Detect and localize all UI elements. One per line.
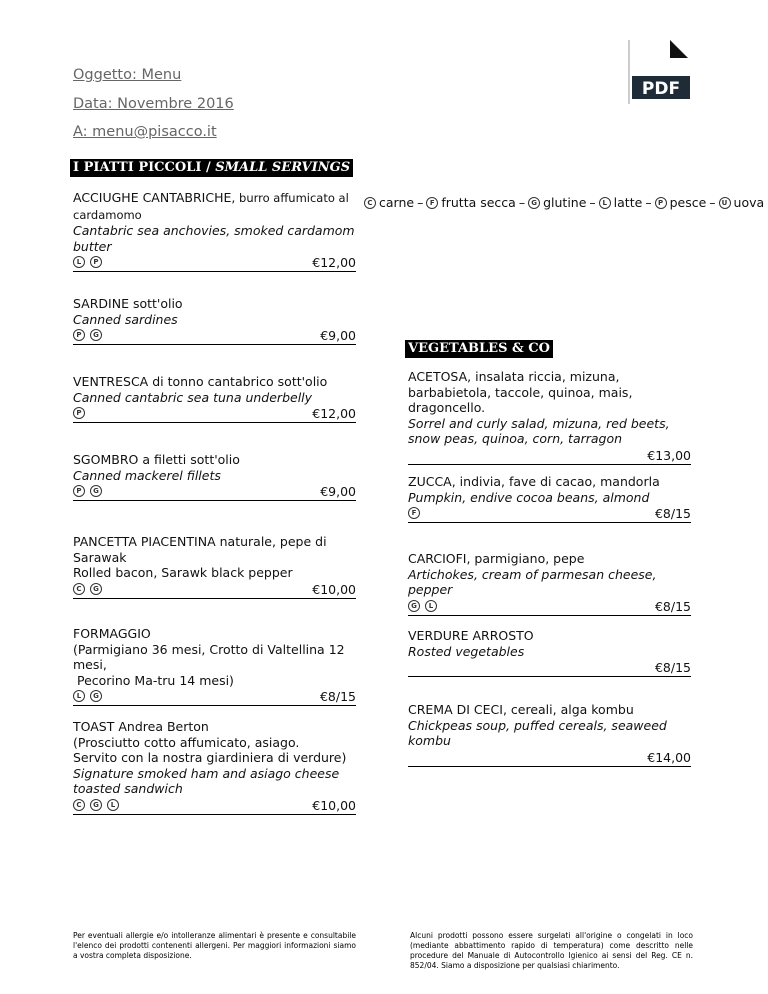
legend-text: glutine — [543, 195, 587, 210]
item-name: TOAST — [73, 719, 115, 734]
item-desc: di tonno cantabrico sott'olio — [148, 374, 328, 389]
legend-code-icon: C — [364, 197, 376, 209]
menu-item-crema-ceci — [408, 702, 691, 767]
item-price: €9,00 — [320, 328, 356, 343]
allergen-icon: G — [90, 583, 102, 595]
item-price-row — [408, 660, 691, 677]
legend-code-icon: P — [655, 197, 667, 209]
item-price-row — [408, 506, 691, 523]
menu-item-ventresca — [73, 374, 356, 423]
item-desc: sott'olio — [128, 296, 183, 311]
item-price-row — [73, 484, 356, 501]
allergen-icon: L — [425, 600, 437, 612]
email-recipient[interactable]: A: menu@pisacco.it — [73, 124, 217, 140]
allergen-icon: L — [73, 256, 85, 268]
email-date: Data: Novembre 2016 — [73, 96, 234, 112]
item-detail: Pecorino Ma-tru 14 mesi) — [73, 672, 234, 688]
pdf-icon[interactable] — [628, 40, 693, 104]
item-name: PANCETTA PIACENTINA — [73, 534, 216, 549]
item-name: CARCIOFI, — [408, 551, 471, 566]
item-price-row — [73, 328, 356, 345]
menu-item-acetosa — [408, 369, 691, 465]
menu-item-pancetta — [73, 534, 356, 599]
item-price-row — [73, 689, 356, 706]
allergen-icon: C — [73, 799, 85, 811]
allergen-legend: C carne – F frutta secca – G glutine – L latte – P pesce – U uova — [364, 195, 764, 210]
item-price: €13,00 — [647, 447, 691, 463]
item-english: Rolled bacon, Sarawk black pepper — [73, 565, 293, 580]
item-price-row — [73, 406, 356, 423]
menu-item-carciofi — [408, 551, 691, 616]
allergen-icon: P — [73, 407, 85, 419]
section-title: VEGETABLES & CO — [408, 341, 550, 356]
item-price: €8/15 — [319, 689, 356, 704]
legend-text: carne — [379, 195, 415, 210]
legend-code-icon: F — [426, 197, 438, 209]
item-price: €10,00 — [312, 581, 356, 597]
section-title-en: SMALL SERVINGS — [215, 160, 351, 175]
item-price: €8/15 — [654, 660, 691, 675]
item-price: €9,00 — [320, 484, 356, 499]
pdf-badge-label: PDF — [641, 79, 681, 99]
item-name: FORMAGGIO — [73, 626, 151, 641]
item-price: €8/15 — [654, 506, 691, 521]
item-desc: insalata riccia, mizuna, barbabietola, taccole, quinoa, mais, dragoncello. — [408, 369, 633, 415]
item-english: Canned cantabric sea tuna underbelly — [73, 389, 313, 405]
item-name: SARDINE — [73, 296, 129, 311]
item-english: Artichokes, cream of parmesan cheese, pepper — [408, 566, 657, 597]
legend-code-icon: U — [719, 197, 731, 209]
footer-allergy-note: Per eventuali allergie e/o intolleranze alimentari è presente e consultabile l'elenco dei prodotti contenenti allergeni. Per maggiori informazioni siamo a vostra completa disposizione. — [73, 931, 356, 960]
allergen-icon: G — [90, 799, 102, 811]
item-desc: indivia, fave di cacao, mandorla — [455, 474, 660, 489]
legend-text: frutta secca — [441, 195, 516, 210]
item-english: Canned sardines — [73, 311, 178, 327]
item-desc: a filetti sott'olio — [138, 452, 240, 467]
item-desc: parmigiano, pepe — [470, 551, 585, 566]
item-name: SGOMBRO — [73, 452, 139, 467]
item-english: Pumpkin, endive cocoa beans, almond — [408, 489, 650, 505]
item-name: VENTRESCA — [73, 374, 149, 389]
item-name: VERDURE ARROSTO — [408, 628, 534, 643]
item-detail: (Prosciutto cotto affumicato, asiago. — [73, 734, 300, 750]
legend-text: uova — [733, 195, 765, 210]
legend-code-icon: L — [599, 197, 611, 209]
item-price: €10,00 — [312, 797, 356, 813]
allergen-icon: L — [107, 799, 119, 811]
item-english: Cantabric sea anchovies, smoked cardamom butter — [73, 223, 355, 254]
item-desc: Andrea Berton — [114, 719, 209, 734]
legend-text: pesce — [669, 195, 707, 210]
item-price: €12,00 — [312, 255, 356, 270]
allergen-icon: F — [408, 507, 420, 519]
item-price-row — [73, 798, 356, 815]
menu-item-zucca — [408, 474, 691, 523]
item-english: Canned mackerel fillets — [73, 467, 221, 483]
menu-item-toast — [73, 719, 356, 815]
item-detail: (Parmigiano 36 mesi, Crotto di Valtellina 12 mesi, — [73, 641, 345, 672]
allergen-icon: L — [73, 690, 85, 702]
section-vegetables — [405, 340, 553, 358]
item-english: Chickpeas soup, puffed cereals, seaweed kombu — [408, 717, 667, 748]
item-detail: Servito con la nostra giardiniera di verdure) — [73, 750, 347, 765]
menu-item-acciughe — [73, 190, 356, 272]
item-name: ACCIUGHE CANTABRICHE, — [73, 190, 236, 205]
item-name: ACETOSA, — [408, 369, 472, 384]
legend-text: latte — [613, 195, 643, 210]
item-price-row — [408, 599, 691, 616]
allergen-icon: G — [90, 690, 102, 702]
item-desc: naturale, pepe di Sarawak — [73, 534, 327, 565]
item-name: ZUCCA, — [408, 474, 456, 489]
allergen-icon: P — [73, 485, 85, 497]
item-desc: burro affumicato al cardamomo — [73, 191, 349, 222]
item-price-row — [73, 582, 356, 599]
allergen-icon: C — [73, 583, 85, 595]
legend-code-icon: G — [528, 197, 540, 209]
item-name: CREMA DI CECI, — [408, 702, 507, 717]
item-english: Rosted vegetables — [408, 643, 525, 659]
item-price: €8/15 — [654, 598, 691, 614]
item-price-row — [408, 448, 691, 465]
allergen-icon: G — [408, 600, 420, 612]
section-small-servings — [70, 159, 353, 177]
item-price-row — [73, 255, 356, 272]
menu-item-sardine — [73, 296, 356, 345]
allergen-icon: G — [90, 485, 102, 497]
menu-item-formaggio — [73, 626, 356, 706]
menu-item-verdure — [408, 628, 691, 677]
item-price: €12,00 — [312, 406, 356, 421]
email-subject: Oggetto: Menu — [73, 67, 182, 83]
menu-item-sgombro — [73, 452, 356, 501]
item-price-row — [408, 750, 691, 767]
item-english: Signature smoked ham and asiago cheese toasted sandwich — [73, 765, 340, 796]
allergen-icon: P — [73, 329, 85, 341]
item-price: €14,00 — [647, 749, 691, 765]
allergen-icon: P — [90, 256, 102, 268]
item-english: Sorrel and curly salad, mizuna, red beets, snow peas, quinoa, corn, tarragon — [408, 415, 670, 446]
item-desc: cereali, alga kombu — [506, 702, 634, 717]
section-title: I PIATTI PICCOLI / — [73, 160, 216, 175]
footer-frozen-note: Alcuni prodotti possono essere surgelati all'origine o congelati in loco (mediante abbattimento rapido di temperatura) come descritto nelle procedure del Manuale di Autocontrollo Igienico ai sensi del Reg. CE n. 852/04. Siamo a disposizione per qualsiasi chiarimento. — [410, 931, 693, 970]
allergen-icon: G — [90, 329, 102, 341]
